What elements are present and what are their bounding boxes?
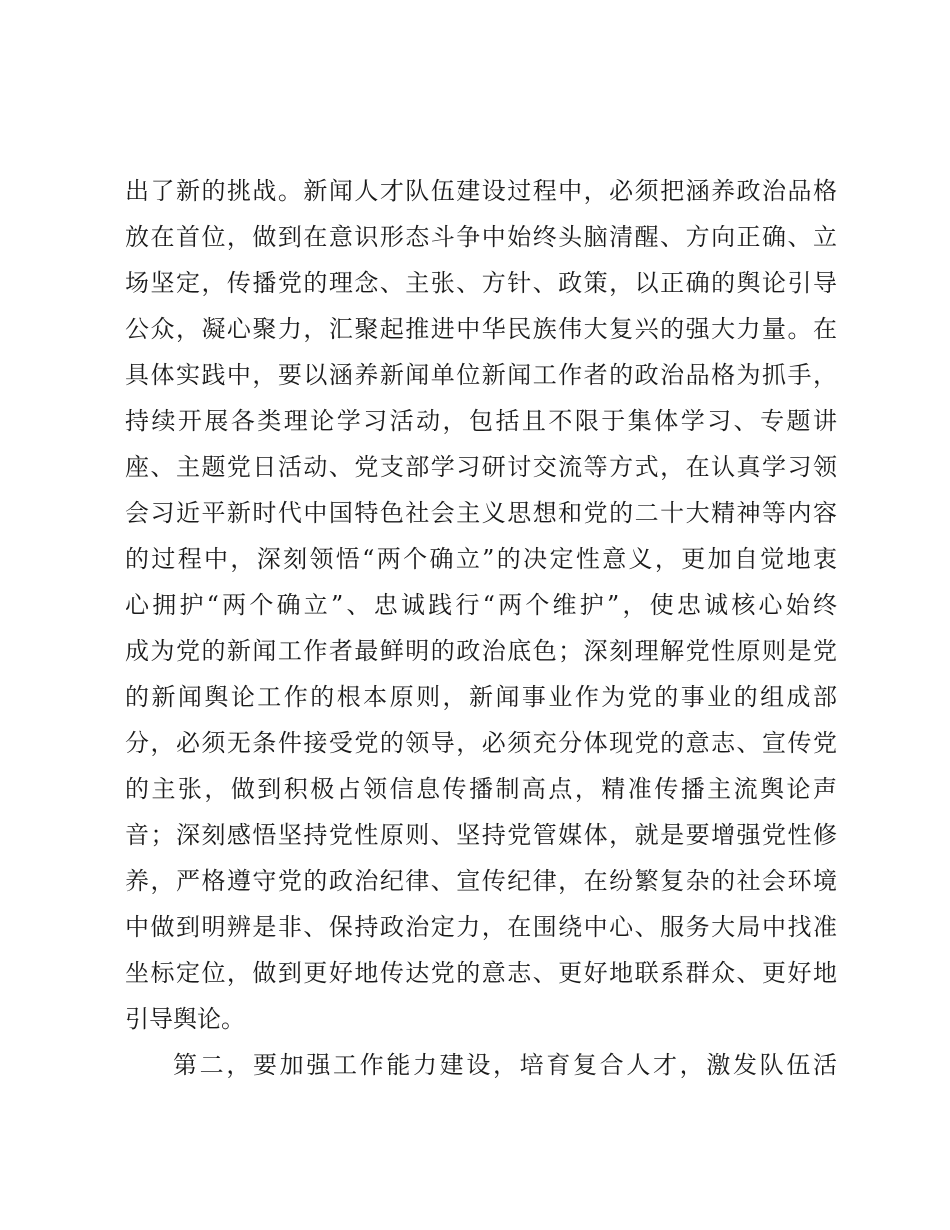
text-line: 坐标定位，做到更好地传达党的意志、更好地联系群众、更好地 [125,959,837,987]
text-line: 中做到明辨是非、保持政治定力，在围绕中心、服务大局中找准 [125,913,837,941]
text-line: 持续开展各类理论学习活动，包括且不限于集体学习、专题讲 [125,407,837,435]
paragraph-start-line: 第二，要加强工作能力建设，培育复合人才，激发队伍活 [173,1051,837,1079]
text-line: 座、主题党日活动、党支部学习研讨交流等方式，在认真学习领 [125,453,837,481]
text-line: 的新闻舆论工作的根本原则，新闻事业作为党的事业的组成部 [125,683,837,711]
text-line: 音；深刻感悟坚持党性原则、坚持党管媒体，就是要增强党性修 [125,821,837,849]
body-text [125,168,837,1088]
text-line: 的过程中，深刻领悟“两个确立”的决定性意义，更加自觉地衷 [125,545,837,573]
text-line: 场坚定，传播党的理念、主张、方针、政策，以正确的舆论引导 [125,269,837,297]
text-line: 会习近平新时代中国特色社会主义思想和党的二十大精神等内容 [125,499,837,527]
text-line: 出了新的挑战。新闻人才队伍建设过程中，必须把涵养政治品格 [125,177,837,205]
paragraph-end-line: 引导舆论。 [125,1005,245,1033]
text-line: 的主张，做到积极占领信息传播制高点，精准传播主流舆论声 [125,775,837,803]
text-line: 分，必须无条件接受党的领导，必须充分体现党的意志、宣传党 [125,729,837,757]
text-line: 心拥护“两个确立”、忠诚践行“两个维护”，使忠诚核心始终 [125,591,837,619]
text-line: 成为党的新闻工作者最鲜明的政治底色；深刻理解党性原则是党 [125,637,837,665]
text-line: 养，严格遵守党的政治纪律、宣传纪律，在纷繁复杂的社会环境 [125,867,837,895]
text-line: 公众，凝心聚力，汇聚起推进中华民族伟大复兴的强大力量。在 [125,315,837,343]
text-line: 放在首位，做到在意识形态斗争中始终头脑清醒、方向正确、立 [125,223,837,251]
text-line: 具体实践中，要以涵养新闻单位新闻工作者的政治品格为抓手， [125,361,837,389]
